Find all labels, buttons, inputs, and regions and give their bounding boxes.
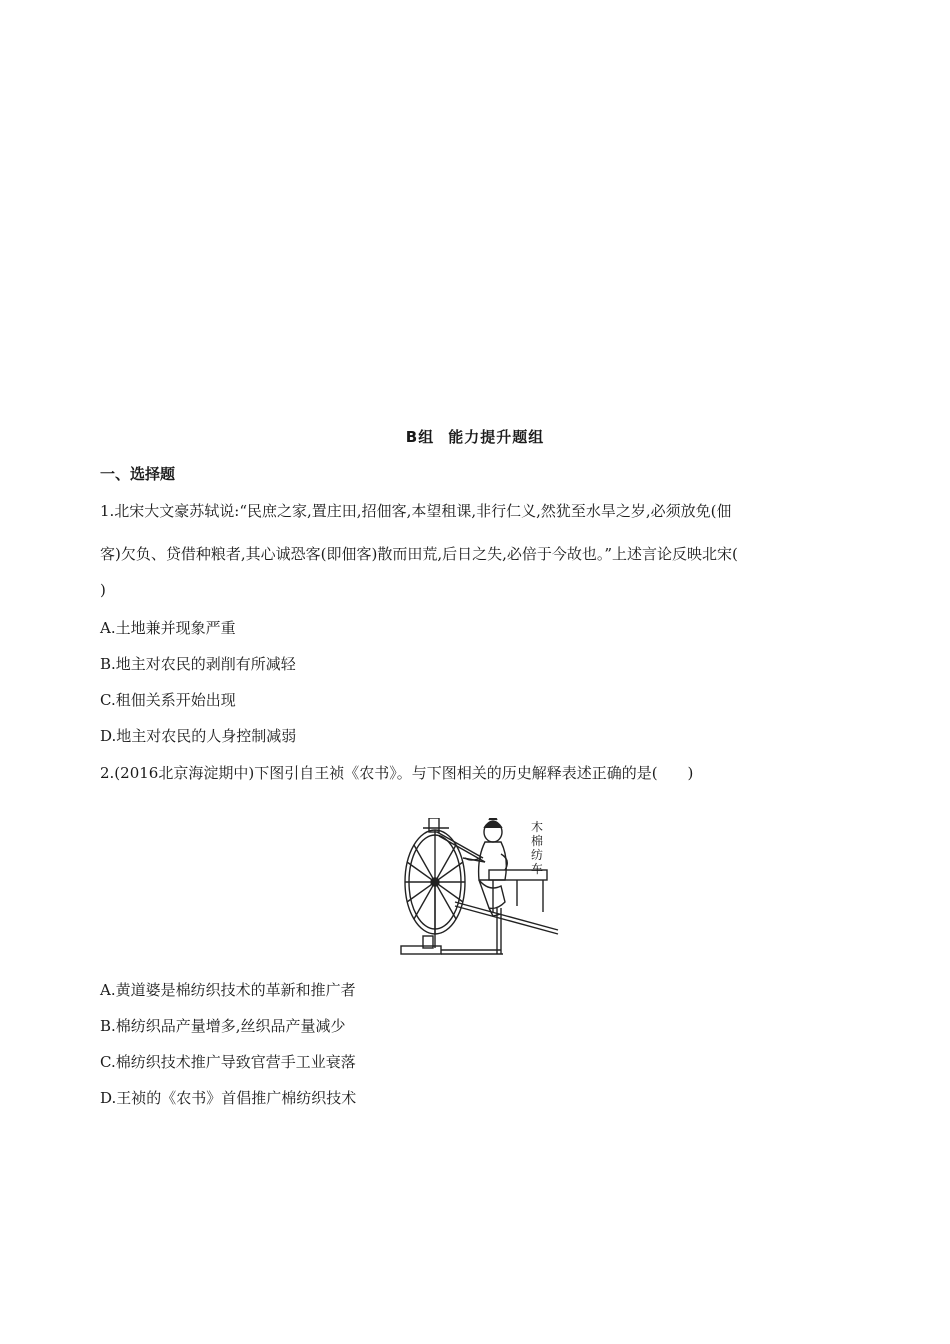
section-group: B组 — [405, 428, 435, 446]
q1-stem-line-2: 客)欠负、贷借种粮者,其心诚恐客(即佃客)散而田荒,后日之失,必倍于今故也。”上述言论反映北宋( — [100, 545, 738, 563]
figure-label-char: 棉 — [530, 834, 543, 848]
q1-option-d: D.地主对农民的人身控制减弱 — [100, 727, 297, 745]
q1-option-a: A.土地兼并现象严重 — [100, 619, 236, 637]
q1-stem-line-1: 1.北宋大文豪苏轼说:“民庶之家,置庄田,招佃客,本望租课,非行仁义,然犹至水旱之岁,必须放免(佃 — [100, 502, 732, 520]
section-title — [0, 426, 950, 447]
figure-label-char: 纺 — [530, 848, 543, 862]
part-heading: 一、选择题 — [100, 465, 176, 483]
figure-label — [528, 820, 546, 876]
q2-option-c: C.棉纺织技术推广导致官营手工业衰落 — [100, 1053, 356, 1071]
q1-option-c: C.租佃关系开始出现 — [100, 691, 236, 709]
figure-label-char: 车 — [530, 862, 543, 876]
q2-option-b: B.棉纺织品产量增多,丝织品产量减少 — [100, 1017, 346, 1035]
q2-option-d: D.王祯的《农书》首倡推广棉纺织技术 — [100, 1089, 357, 1107]
section-title-text: 能力提升题组 — [448, 428, 545, 446]
figure-label-char: 木 — [530, 820, 543, 834]
q2-option-a: A.黄道婆是棉纺织技术的革新和推广者 — [100, 981, 356, 999]
q2-stem: 2.(2016北京海淀期中)下图引自王祯《农书》。与下图相关的历史解释表述正确的是( ) — [100, 764, 694, 782]
q1-stem-line-3: ) — [100, 581, 106, 599]
q1-option-b: B.地主对农民的剥削有所减轻 — [100, 655, 296, 673]
